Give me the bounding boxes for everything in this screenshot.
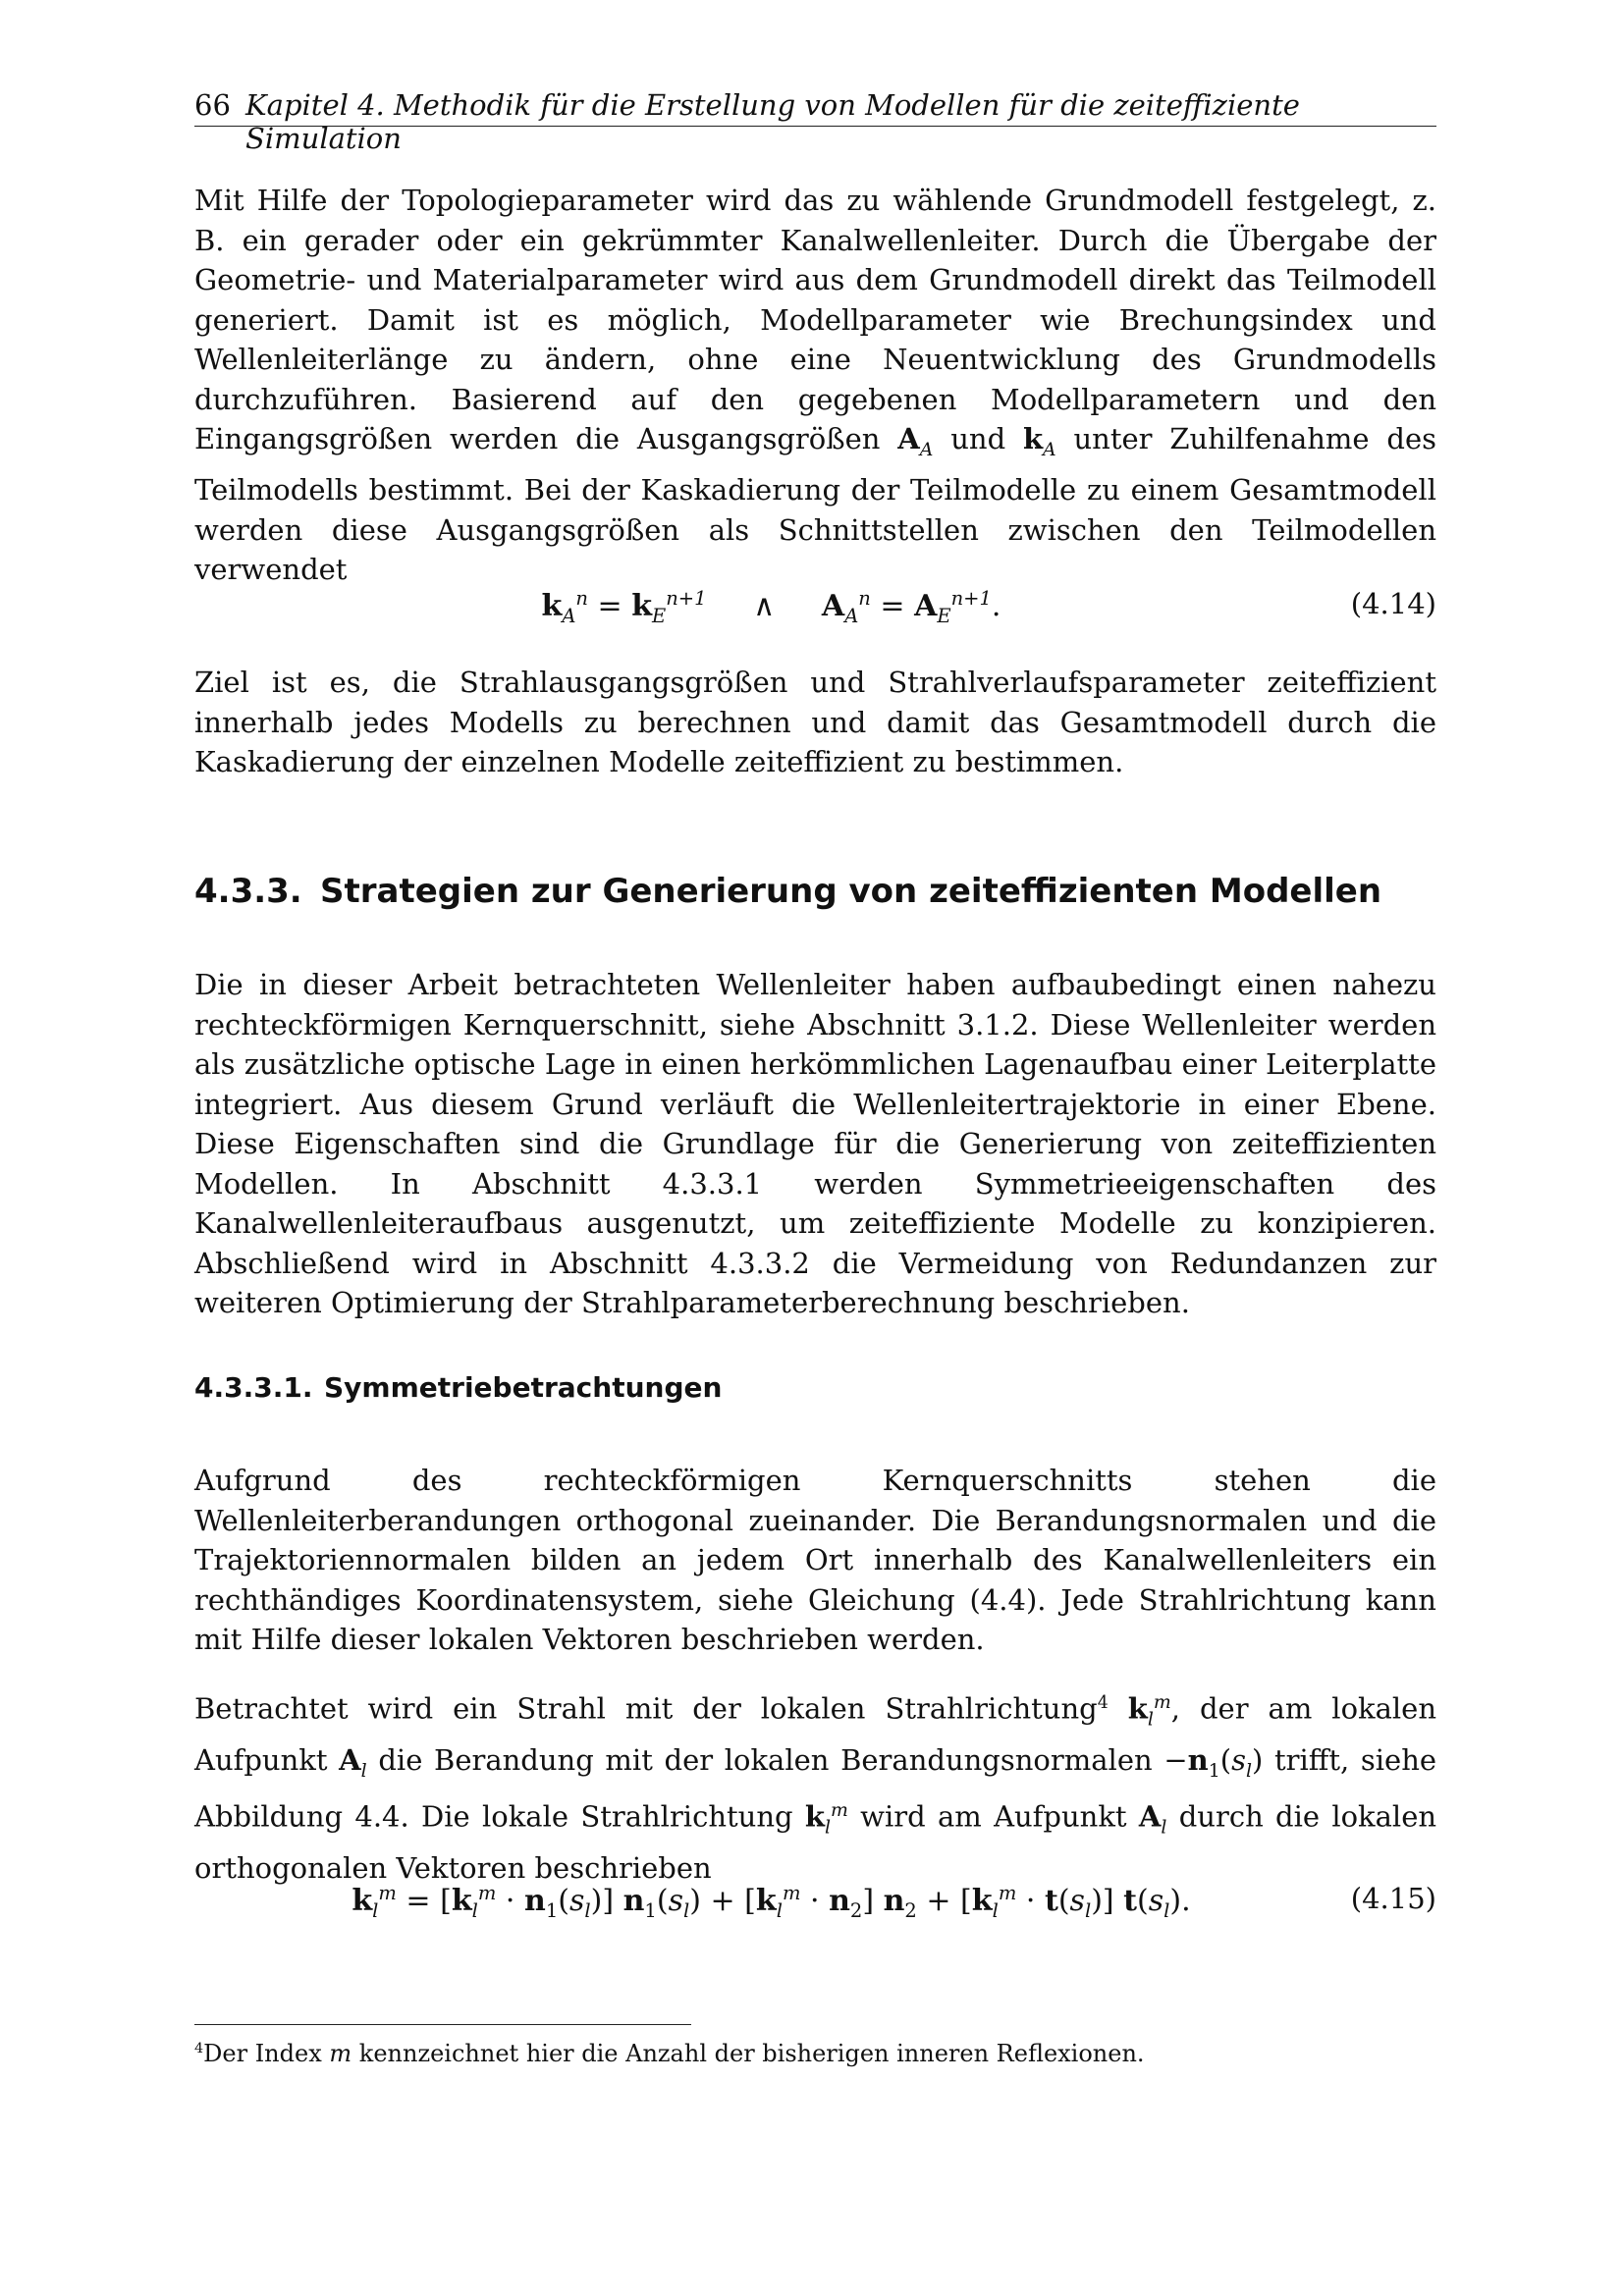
paragraph-goal: Ziel ist es, die Strahlausgangsgrößen und Strahlverlaufsparameter zeiteffizient innerhalb jedes Modells zu berechnen und damit das Gesamtmodell durch die Kaskadierung der einzelnen Modelle zeiteffizient zu bestimmen.: [194, 666, 1436, 778]
equation-body: $k_l^m = [k_l^m \cdot n_1(s_l)] n_1(s_l) + [k_l^m \cdot n_2] n_2 + [k_l^m \cdot t(s_l)]$ $t(s_l)$.: [352, 1882, 1191, 1922]
equation-number: (4.14): [1350, 587, 1436, 620]
subsection-title: Symmetriebetrachtungen: [324, 1371, 723, 1404]
paragraph-symmetry: Aufgrund des rechteckförmigen Kernquerschnitts stehen die Wellenleiterberandungen orthogonal zueinander. Die Berandungsnormalen und die Trajektoriennormalen bilden an jedem Ort innerhalb des Kanalwellenleiters ein rechthändiges Koordinatensystem, siehe Gleichung (4.4). Jede Strahlrichtung kann mit Hilfe dieser lokalen Vektoren beschrieben werden.: [194, 1464, 1436, 1656]
subsection-number: 4.3.3.1.: [194, 1371, 313, 1404]
footnote-divider: [194, 2024, 691, 2025]
equation-4-15: [194, 1876, 1436, 1925]
paragraph-beam: Betrachtet wird ein Strahl mit der lokalen Strahlrichtung$^4$ $k_l^m$, der am lokalen Aufpunkt $A_l$ die Berandung mit der lokalen Berandungsnormalen $-n_1(s_l)$ trifft, siehe Abbildung 4.4. Die lokale Strahlrichtung $k_l^m$ wird am Aufpunkt $A_l$ durch die lokalen orthogonalen Vektoren beschrieben: [194, 1691, 1437, 1886]
equation-number: (4.15): [1350, 1882, 1436, 1915]
paragraph-waveguides: Die in dieser Arbeit betrachteten Wellenleiter haben aufbaubedingt einen nahezu rechteckförmigen Kernquerschnitt, siehe Abschnitt 3.1.2. Diese Wellenleiter werden als zusätzliche optische Lage in einen herkömmlichen Lagenaufbau einer Leiterplatte integriert. Aus diesem Grund verläuft die Wellenleitertrajektorie in einer Ebene. Diese Eigenschaften sind die Grundlage für die Generierung von zeiteffizienten Modellen. In Abschnitt 4.3.3.1 werden Symmetrieeigenschaften des Kanalwellenleiteraufbaus ausgenutzt, um zeiteffiziente Modelle zu konzipieren. Abschließend wird in Abschnitt 4.3.3.2 die Vermeidung von Redundanzen zur weiteren Optimierung der Strahlparameterberechnung beschrieben.: [194, 968, 1436, 1319]
footnote-reference[interactable]: 4: [1097, 1693, 1109, 1713]
equation-4-14: [194, 581, 1436, 630]
section-number: 4.3.3.: [194, 872, 302, 911]
paragraph-topology: Mit Hilfe der Topologieparameter wird das zu wählende Grundmodell festgelegt, z. B. ein gerader oder ein gekrümmter Kanalwellenleiter. Durch die Übergabe der Geometrie- und Materialparameter wird aus dem Grundmodell direkt das Teilmodell generiert. Damit ist es möglich, Modellparameter wie Brechungsindex und Wellenleiterlänge zu ändern, ohne eine Neuentwicklung des Grundmodells durchzuführen. Basierend auf den gegebenen Modellparametern und den Eingangsgrößen werden die Ausgangsgrößen $A_A$ und $k_A$ unter Zuhilfenahme des Teilmodells bestimmt. Bei der Kaskadierung der Teilmodelle zu einem Gesamtmodell werden diese Ausgangsgrößen als Schnittstellen zwischen den Teilmodellen verwendet: [194, 184, 1436, 587]
section-heading: [194, 872, 1381, 911]
subsection-heading: [194, 1371, 722, 1404]
footnote: $^4$Der Index m kennzeichnet hier die Anzahl der bisherigen inneren Reflexionen.: [194, 2040, 1145, 2067]
section-title: Strategien zur Generierung von zeiteffizienten Modellen: [320, 872, 1382, 911]
running-header: [194, 82, 1436, 155]
page-number: 66: [194, 88, 231, 122]
equation-body: $k_A^n = k_E^{n+1}$ ∧ $A_A^n = A_E^{n+1}$.: [541, 587, 1001, 627]
footnote-mark: 4: [194, 2041, 204, 2056]
running-title: Kapitel 4. Methodik für die Erstellung von Modellen für die zeiteffiziente Simulation: [245, 88, 1300, 155]
